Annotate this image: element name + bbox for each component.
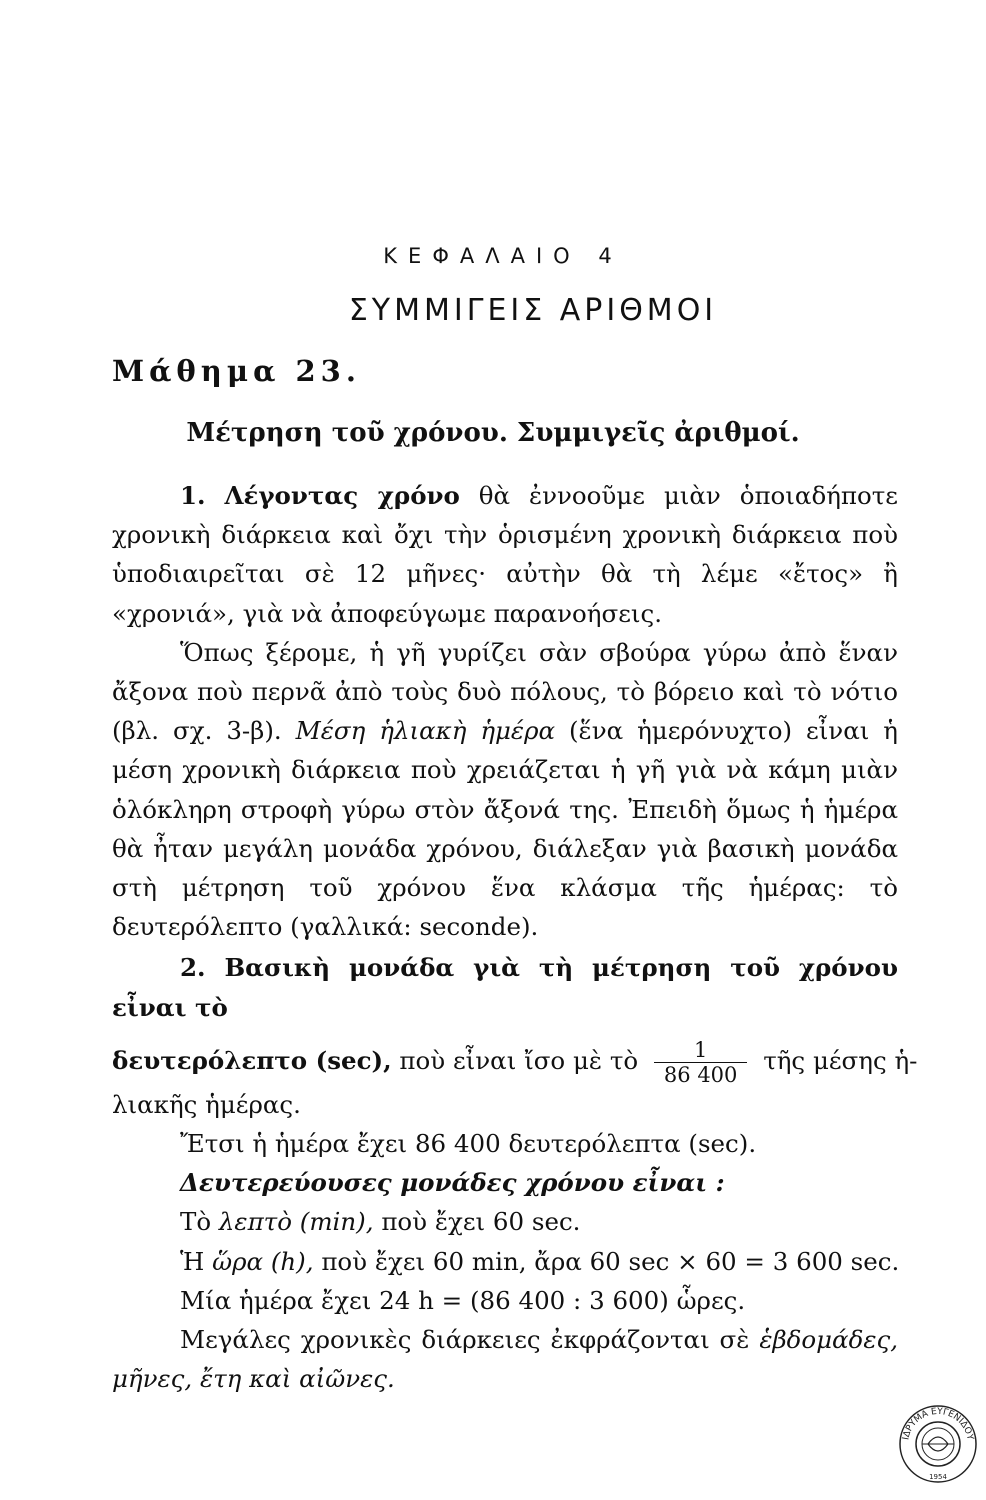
foundation-seal-icon — [898, 1404, 978, 1484]
chapter-label: ΚΕΦΑΛΑΙΟ 4 — [383, 244, 623, 268]
paragraph-1 — [112, 476, 898, 633]
term-minute: λεπτὸ (min), — [218, 1207, 374, 1237]
text-fragment: ποὺ ἔχει 60 sec. — [381, 1207, 581, 1237]
definition-text: ποὺ εἶναι ἴσο μὲ τὸ — [399, 1045, 639, 1075]
term-mean-solar-day: Μέση ἡλιακὴ ἡμέρα — [295, 716, 556, 746]
fraction-numerator: 1 — [693, 1037, 708, 1062]
paragraph-2 — [112, 633, 898, 947]
line-seconds-per-day: Ἔτσι ἡ ἡμέρα ἔχει 86 400 δευτερόλεπτα (sec). — [180, 1129, 757, 1159]
lesson-heading: Μάθημα 23. — [112, 354, 361, 388]
paragraph-2-text-a: Ὅπως ξέρομε, ἡ γῆ γυρίζει σὰν σβούρα γύρω ἀπὸ ἕναν ἄξονα ποὺ περνᾶ ἀπὸ τοὺς δυὸ πόλους, τὸ βόρειο καὶ τὸ νότιο (βλ. σχ. 3-β). — [112, 637, 898, 746]
paragraph-3-heading: 2. Βασικὴ μονάδα γιὰ τὴ μέτρηση τοῦ χρόνου εἶναι τὸ — [112, 953, 898, 1022]
text-fragment: Μεγάλες χρονικὲς διάρκειες ἐκφράζονται σὲ — [180, 1325, 750, 1355]
term-hour: ὥρα (h), — [212, 1246, 314, 1276]
text-fragment: Ἡ — [180, 1246, 205, 1276]
paragraph-number: 1. — [180, 481, 206, 510]
paragraph-1-text: θὰ ἐννοοῦμε μιὰν ὁποιαδήποτε χρονικὴ διάρκεια καὶ ὄχι τὴν ὁρισμένη χρονικὴ διάρκεια ποὺ ὑποδιαιρεῖται σὲ 12 μῆνες· αὐτὴν θὰ τὴ λέμε «ἔτος» ἢ «χρονιά», γιὰ νὰ ἀποφεύγωμε παρανοήσεις. — [112, 481, 898, 628]
chapter-title: ΣΥΜΜΙΓΕΙΣ ΑΡΙΘΜΟΙ — [348, 293, 718, 328]
second-definition-line — [112, 1033, 918, 1089]
line-minute — [112, 1202, 898, 1241]
text-fragment: Τὸ — [180, 1207, 212, 1237]
text-fragment: ποὺ ἔχει 60 min, ἄρα 60 sec × 60 = 3 600 sec. — [321, 1246, 900, 1276]
line-day-hours: Μία ἡμέρα ἔχει 24 h = (86 400 : 3 600) ὧρες. — [180, 1285, 746, 1315]
definition-text-end: τῆς μέσης ἡ- — [763, 1045, 918, 1075]
fraction-denominator: 86 400 — [654, 1062, 747, 1087]
paragraph-large-durations — [112, 1320, 898, 1398]
line-hour — [112, 1242, 898, 1281]
term-large-units: ἑβδομάδες, μῆνες, ἔτη καὶ αἰῶνες. — [112, 1325, 898, 1394]
fraction — [654, 1038, 747, 1087]
seal-year: 1954 — [929, 1473, 947, 1481]
line-secondary-units: Δευτερεύουσες μονάδες χρόνου εἶναι : — [180, 1168, 725, 1198]
section-title: Μέτρηση τοῦ χρόνου. Συμμιγεῖς ἀριθμοί. — [186, 418, 800, 448]
paragraph-2-text-b: (ἕνα ἡμερόνυχτο) εἶναι ἡ μέση χρονικὴ διάρκεια ποὺ χρειάζεται ἡ γῆ γιὰ νὰ κάμη μιὰν ὁλόκληρη στροφὴ γύρω στὸν ἄξονά της. Ἐπειδὴ ὅμως ἡ ἡμέρα θὰ ἦταν μεγάλη μονάδα χρόνου, διάλεξαν γιὰ βασικὴ μονάδα στὴ μέτρηση τοῦ χρόνου ἕνα κλάσμα τῆς ἡμέρας: τὸ δευτερόλεπτο (γαλλικά: seconde). — [112, 716, 898, 942]
body-text — [112, 476, 918, 1398]
term-second: δευτερόλεπτο (sec), — [112, 1045, 392, 1075]
term-time: Λέγοντας χρόνο — [224, 481, 460, 510]
seal-text: ΙΔΡΥΜΑ ΕΥΓΕΝΙΔΟΥ — [901, 1406, 975, 1441]
definition-continuation: λιακῆς ἡμέρας. — [112, 1089, 301, 1119]
